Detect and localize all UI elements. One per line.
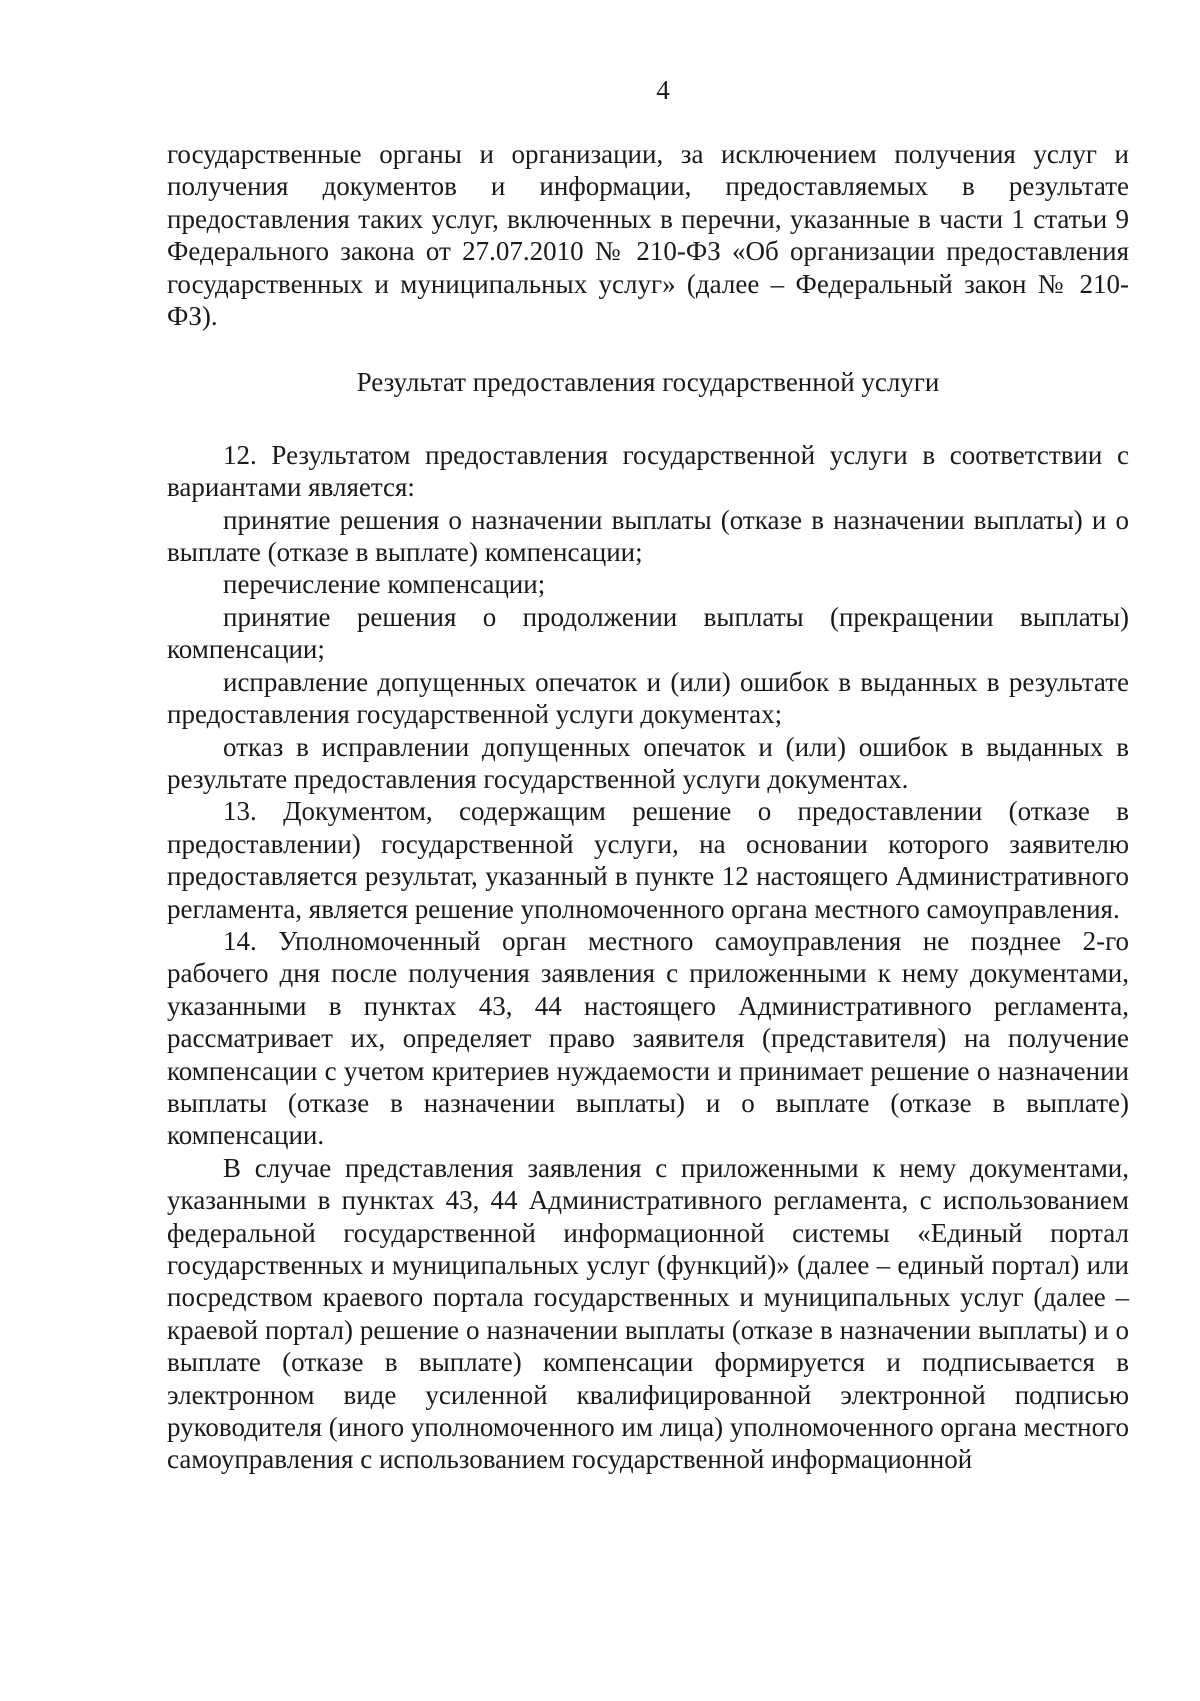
paragraph-12-item-4: исправление допущенных опечаток и (или) ошибок в выданных в результате предоставления государственной услуги документах; <box>167 666 1129 730</box>
paragraph-12-item-5: отказ в исправлении допущенных опечаток и (или) ошибок в выданных в результате предоставления государственной услуги документах. <box>167 731 1129 794</box>
paragraph-14-continued: В случае представления заявления с приложенными к нему документами, указанными в пунктах 43, 44 Административного регламента, с использованием федеральной государственной информационной системы «Единый портал государственных и муниципальных услуг (функций)» (далее – единый портал) или посредством краевого портала государственных и муниципальных услуг (далее – краевой портал) решение о назначении выплаты (отказе в назначении выплаты) и о выплате (отказе в выплате) компенсации формируется и подписывается в электронном виде усиленной квалифицированной электронной подписью руководителя (иного уполномоченного им лица) уполномоченного органа местного самоуправления с использованием государственной информационной <box>167 1152 1129 1475</box>
paragraph-13: 13. Документом, содержащим решение о предоставлении (отказе в предоставлении) государственной услуги, на основании которого заявителю предоставляется результат, указанный в пункте 12 настоящего Административного регламента, является решение уполномоченного органа местного самоуправления. <box>167 796 1129 924</box>
paragraph-14: 14. Уполномоченный орган местного самоуправления не позднее 2-го рабочего дня после получения заявления с приложенными к нему документами, указанными в пунктах 43, 44 настоящего Административного регламента, рассматривает их, определяет право заявителя (представителя) на получение компенсации с учетом критериев нуждаемости и принимает решение о назначении выплаты (отказе в назначении выплаты) и о выплате (отказе в выплате) компенсации. <box>167 925 1129 1151</box>
paragraph-12-item-2: перечисление компенсации; <box>223 569 546 600</box>
document-page <box>167 70 1129 1476</box>
section-heading: Результат предоставления государственной услуги <box>356 367 940 398</box>
paragraph-12-item-3: принятие решения о продолжении выплаты (прекращении выплаты) компенсации; <box>167 601 1129 665</box>
paragraph-12: 12. Результатом предоставления государственной услуги в соответствии с вариантами является: <box>167 439 1129 503</box>
paragraph-12-item-1: принятие решения о назначении выплаты (отказе в назначении выплаты) и о выплате (отказе в выплате) компенсации; <box>167 504 1129 568</box>
paragraph-continuation: государственные органы и организации, за исключением получения услуг и получения документов и информации, предоставляемых в результате предоставления таких услуг, включенных в перечни, указанные в части 1 статьи 9 Федерального закона от 27.07.2010 № 210-ФЗ «Об организации предоставления государственных и муниципальных услуг» (далее – Федеральный закон № 210-ФЗ). <box>167 139 1129 332</box>
page-number: 4 <box>656 75 670 105</box>
